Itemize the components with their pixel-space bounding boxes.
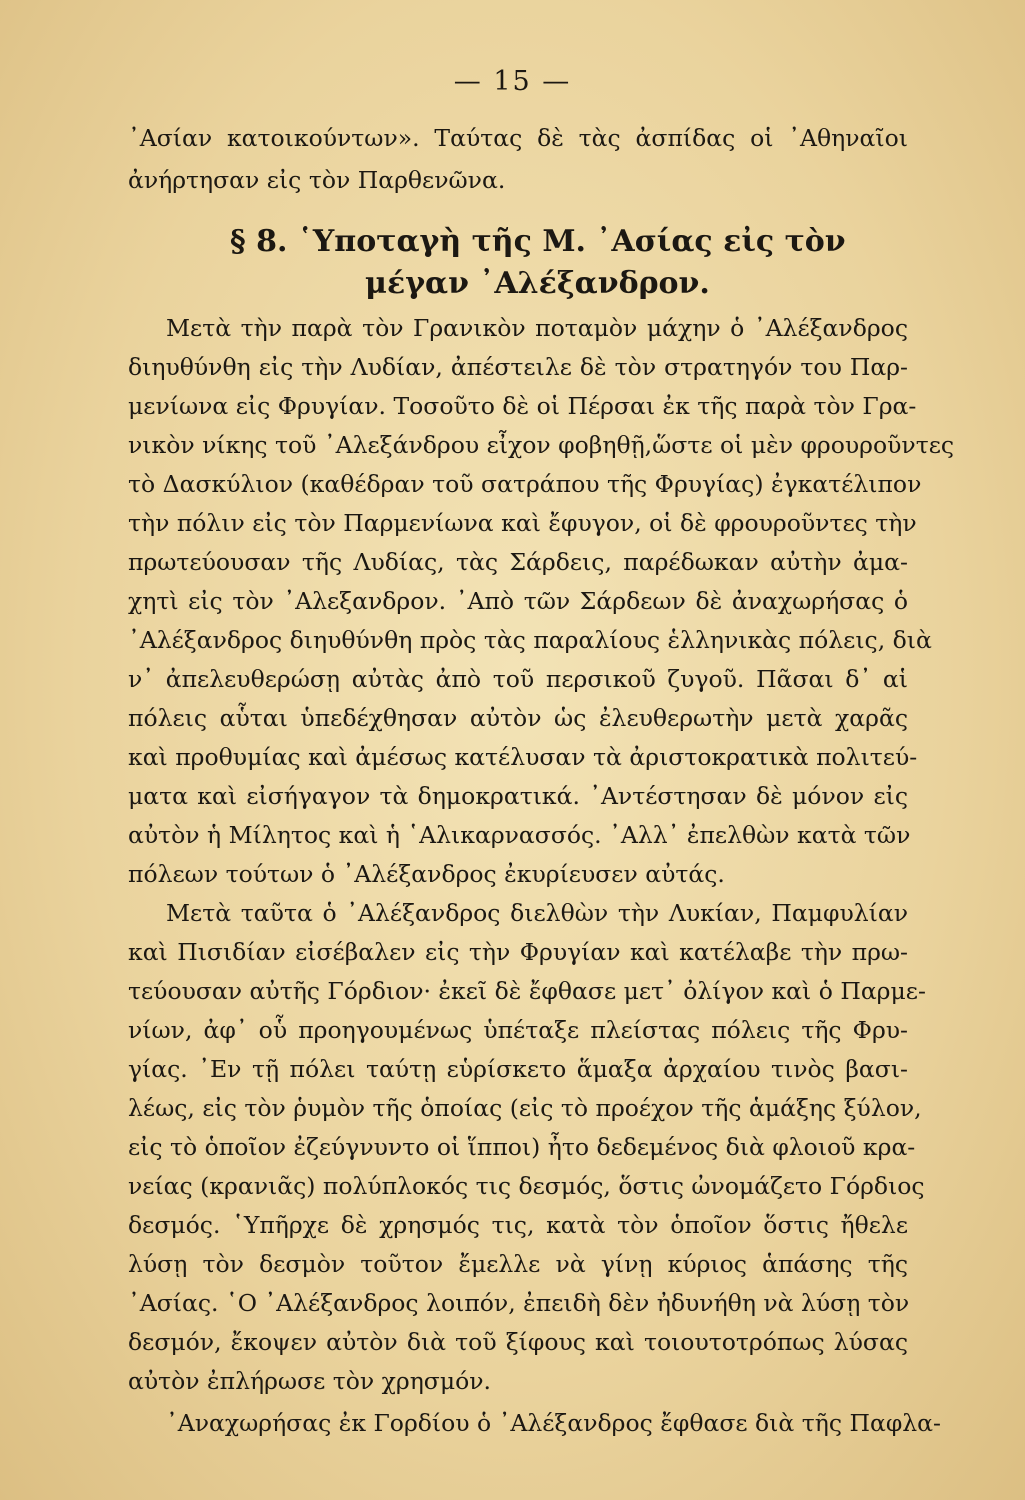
text-line: αὐτὸν ἐπλήρωσε τὸν χρησμόν.: [128, 1367, 492, 1395]
text-line: τὸ Δασκύλιον (καθέδραν τοῦ σατράπου τῆς Φρυγίας) ἐγκατέλιπον: [128, 470, 922, 498]
text-line: πρωτεύουσαν τῆς Λυδίας, τὰς Σάρδεις, παρέδωκαν αὐτὴν ἀμα-: [128, 548, 908, 576]
text-line: τὴν πόλιν εἰς τὸν Παρμενίωνα καὶ ἔφυγον, οἱ δὲ φρουροῦντες τὴν: [128, 509, 917, 537]
text-line: ᾽Αναχωρήσας ἐκ Γορδίου ὁ ᾽Αλέξανδρος ἔφθασε διὰ τῆς Παφλα-: [166, 1409, 941, 1437]
text-line: δεσμός. ῾Υπῆρχε δὲ χρησμός τις, κατὰ τὸν ὁποῖον ὅστις ἤθελε: [128, 1211, 908, 1239]
text-line: ᾽Αλέξανδρος διηυθύνθη πρὸς τὰς παραλίους ἑλληνικὰς πόλεις, διὰ: [128, 626, 932, 654]
text-line: νείας (κρανιᾶς) πολύπλοκός τις δεσμός, ὅστις ὠνομάζετο Γόρδιος: [128, 1172, 925, 1200]
text-line: δεσμόν, ἔκοψεν αὐτὸν διὰ τοῦ ξίφους καὶ τοιουτοτρόπως λύσας: [128, 1328, 908, 1356]
text-line: χητὶ εἰς τὸν ᾽Αλεξανδρον. ᾽Απὸ τῶν Σάρδεων δὲ ἀναχωρήσας ὁ: [128, 587, 908, 615]
text-line: διηυθύνθη εἰς τὴν Λυδίαν, ἀπέστειλε δὲ τὸν στρατηγόν του Παρ-: [128, 353, 908, 381]
text-line: λύσῃ τὸν δεσμὸν τοῦτον ἔμελλε νὰ γίνῃ κύριος ἁπάσης τῆς: [128, 1250, 908, 1278]
text-line: ἀνήρτησαν εἰς τὸν Παρθενῶνα.: [128, 166, 506, 194]
text-line: αὐτὸν ἡ Μίλητος καὶ ἡ ῾Αλικαρνασσός. ᾽Αλλ᾽ ἐπελθὼν κατὰ τῶν: [128, 821, 911, 849]
text-line: γίας. ᾽Εν τῇ πόλει ταύτῃ εὑρίσκετο ἅμαξα ἀρχαίου τινὸς βασι-: [128, 1055, 908, 1083]
text-line: ᾽Ασίαν κατοικούντων». Ταύτας δὲ τὰς ἀσπίδας οἱ ᾽Αθηναῖοι: [128, 124, 908, 152]
text-line: καὶ Πισιδίαν εἰσέβαλεν εἰς τὴν Φρυγίαν καὶ κατέλαβε τὴν πρω-: [128, 938, 908, 966]
text-line: λέως, εἰς τὸν ῥυμὸν τῆς ὁποίας (εἰς τὸ προέχον τῆς ἁμάξης ξύλον,: [128, 1094, 922, 1122]
text-line: καὶ προθυμίας καὶ ἀμέσως κατέλυσαν τὰ ἀριστοκρατικὰ πολιτεύ-: [128, 743, 918, 771]
text-line: ᾽Ασίας. ῾Ο ᾽Αλέξανδρος λοιπόν, ἐπειδὴ δὲν ἠδυνήθη νὰ λύσῃ τὸν: [128, 1289, 910, 1317]
section-heading-line-2: μέγαν ᾽Αλέξανδρον.: [365, 266, 710, 301]
text-line: Μετὰ ταῦτα ὁ ᾽Αλέξανδρος διελθὼν τὴν Λυκίαν, Παμφυλίαν: [166, 899, 908, 927]
text-line: εἰς τὸ ὁποῖον ἐζεύγνυντο οἱ ἵπποι) ἦτο δεδεμένος διὰ φλοιοῦ κρα-: [128, 1133, 916, 1161]
text-line: πόλεις αὗται ὑπεδέχθησαν αὐτὸν ὡς ἐλευθερωτὴν μετὰ χαρᾶς: [128, 704, 908, 732]
page-number: — 15 —: [453, 66, 572, 97]
text-line: νικὸν νίκης τοῦ ᾽Αλεξάνδρου εἶχον φοβηθῇ,ὥστε οἱ μὲν φρουροῦντες: [128, 431, 955, 459]
text-line: νίων, ἀφ᾽ οὗ προηγουμένως ὑπέταξε πλείστας πόλεις τῆς Φρυ-: [128, 1016, 908, 1044]
text-line: ν᾽ ἀπελευθερώσῃ αὐτὰς ἀπὸ τοῦ περσικοῦ ζυγοῦ. Πᾶσαι δ᾽ αἱ: [128, 665, 908, 693]
text-line: μενίωνα εἰς Φρυγίαν. Τοσοῦτο δὲ οἱ Πέρσαι ἐκ τῆς παρὰ τὸν Γρα-: [128, 392, 917, 420]
text-line: πόλεων τούτων ὁ ᾽Αλέξανδρος ἐκυρίευσεν αὐτάς.: [128, 860, 725, 888]
text-line: ματα καὶ εἰσήγαγον τὰ δημοκρατικά. ᾽Αντέστησαν δὲ μόνον εἰς: [128, 782, 908, 810]
text-line: τεύουσαν αὐτῆς Γόρδιον· ἐκεῖ δὲ ἔφθασε μετ᾽ ὀλίγον καὶ ὁ Παρμε-: [128, 977, 926, 1005]
section-heading-line-1: § 8. ῾Υποταγὴ τῆς Μ. ᾽Ασίας εἰς τὸν: [230, 224, 846, 259]
text-line: Μετὰ τὴν παρὰ τὸν Γρανικὸν ποταμὸν μάχην ὁ ᾽Αλέξανδρος: [166, 314, 908, 342]
